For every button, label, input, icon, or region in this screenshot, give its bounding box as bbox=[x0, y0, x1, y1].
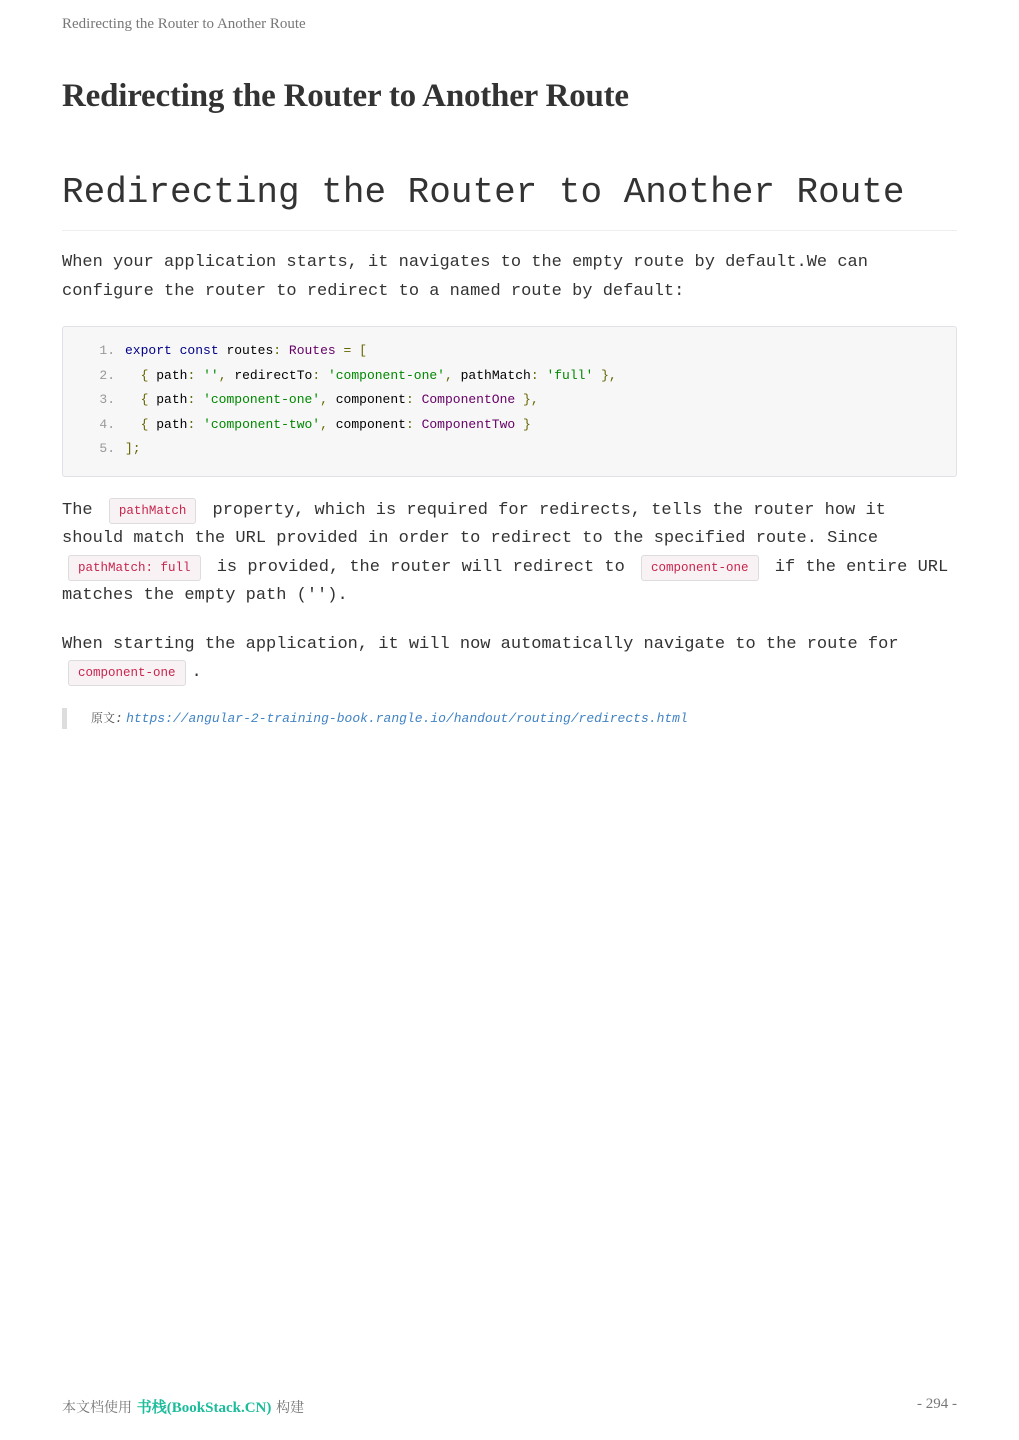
source-link[interactable]: https://angular-2-training-book.rangle.io/handout/routing/redirects.html bbox=[126, 710, 688, 726]
inline-code: component-one bbox=[641, 555, 759, 581]
line-number: 2. bbox=[99, 367, 115, 383]
text-span: if the entire URL matches the empty path (''). bbox=[62, 557, 949, 605]
line-number: 4. bbox=[99, 416, 115, 432]
text-span: is provided, the router will redirect to bbox=[216, 557, 625, 577]
code-line-3: 3. { path: 'component-one', component: ComponentOne }, bbox=[63, 388, 956, 413]
line-number: 5. bbox=[99, 441, 115, 456]
source-blockquote bbox=[62, 708, 957, 729]
inline-code: component-one bbox=[68, 660, 186, 686]
line-number: 1. bbox=[99, 343, 115, 358]
intro-paragraph: When your application starts, it navigates to the empty route by default.We can configure the router to redirect to a named route by default: bbox=[62, 253, 868, 301]
running-head: Redirecting the Router to Another Route bbox=[62, 16, 306, 32]
text-span: The bbox=[62, 500, 93, 520]
footer-brand-link[interactable]: 书栈(BookStack.CN) bbox=[136, 1400, 272, 1416]
code-line-5: 5. ]; bbox=[63, 437, 956, 462]
text-span: When starting the application, it will now automatically navigate to the route for bbox=[62, 634, 899, 654]
code-line-1: 1. export const routes: Routes = [ bbox=[63, 339, 956, 364]
article-content bbox=[62, 168, 957, 729]
footer-suffix: 构建 bbox=[276, 1400, 305, 1416]
footer-prefix: 本文档使用 bbox=[62, 1400, 132, 1416]
inline-code: pathMatch bbox=[109, 498, 197, 524]
code-line-4: 4. { path: 'component-two', component: ComponentTwo } bbox=[63, 413, 956, 438]
startup-paragraph bbox=[62, 631, 957, 688]
text-span: . bbox=[191, 663, 202, 682]
line-number: 3. bbox=[99, 392, 115, 407]
page-number: - 294 - bbox=[917, 1396, 957, 1412]
code-line-2: 2. { path: '', redirectTo: 'component-one', pathMatch: 'full' }, bbox=[63, 364, 956, 389]
code-block bbox=[62, 326, 957, 477]
inline-code: pathMatch: full bbox=[68, 555, 201, 581]
source-colon: : bbox=[115, 710, 123, 726]
text-span: property, which is required for redirects, tells the router how it should match the URL provided in order to redirect to the specified route. Since bbox=[62, 500, 886, 548]
chapter-title: Redirecting the Router to Another Route bbox=[62, 78, 629, 114]
source-label: 原文 bbox=[91, 710, 116, 725]
section-title: Redirecting the Router to Another Route bbox=[62, 168, 957, 231]
pathmatch-paragraph bbox=[62, 497, 957, 611]
page-footer bbox=[62, 1396, 957, 1417]
